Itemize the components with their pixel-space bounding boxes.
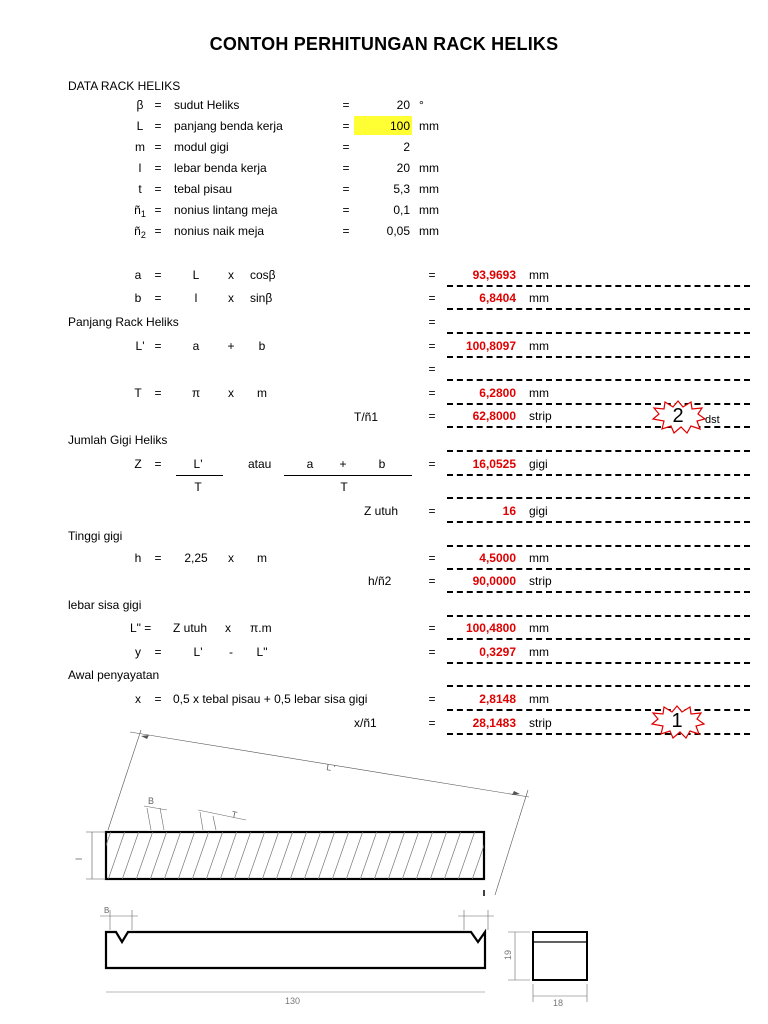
x-expression: 0,5 x tebal pisau + 0,5 lebar sisa gigi: [173, 692, 368, 706]
h-unit: mm: [529, 551, 549, 565]
y-eq: =: [154, 645, 162, 659]
dim-130: 130: [285, 996, 301, 1006]
param-unit: mm: [419, 119, 439, 133]
param-eq2: =: [342, 98, 350, 112]
a-unit: mm: [529, 268, 549, 282]
param-eq2: =: [342, 182, 350, 196]
row-divider: [447, 379, 750, 381]
lp-eq2: =: [428, 339, 436, 353]
b-eq2: =: [428, 291, 436, 305]
a-op: x: [228, 268, 234, 282]
z-eq: =: [154, 457, 162, 471]
row-divider: [447, 497, 750, 499]
z-eq2: =: [428, 457, 436, 471]
y-term2: L": [256, 645, 268, 659]
param-unit: mm: [419, 224, 439, 238]
tn1-unit: strip: [529, 409, 552, 423]
param-value: 20: [396, 161, 410, 175]
hatch-line: [80, 831, 97, 880]
lp-term2: b: [258, 339, 266, 353]
a-eq2: =: [428, 268, 436, 282]
lpp-term1: Z utuh: [173, 621, 208, 635]
a-term1: L: [192, 268, 200, 282]
param-description: tebal pisau: [174, 182, 233, 196]
param-unit: °: [419, 98, 424, 112]
row-divider: [447, 615, 750, 617]
x-value: 2,8148: [479, 692, 516, 706]
a-value: 93,9693: [472, 268, 516, 282]
hn2-eq: =: [428, 574, 436, 588]
fraction-bar: [176, 475, 223, 476]
label-b: B: [148, 796, 155, 806]
row-divider: [447, 568, 750, 570]
t-term2: m: [257, 386, 267, 400]
hn2-unit: strip: [529, 574, 552, 588]
h-value: 4,5000: [479, 551, 516, 565]
zutuh-label: Z utuh: [364, 504, 399, 518]
param-symbol: L: [136, 119, 144, 133]
label-l: l: [74, 858, 84, 860]
tn1-value: 62,8000: [472, 409, 516, 423]
z-atau: atau: [248, 457, 272, 471]
z-num-a: a: [306, 457, 314, 471]
label-front-b: B: [104, 906, 110, 915]
y-value: 0,3297: [479, 645, 516, 659]
param-symbol-base: ñ: [134, 203, 141, 217]
row-divider: [447, 591, 750, 593]
zutuh-value: 16: [502, 504, 516, 518]
marker-1-number: 1: [671, 710, 683, 732]
param-unit: mm: [419, 161, 439, 175]
data-section-heading: DATA RACK HELIKS: [68, 79, 181, 93]
rack-drawing: [0, 730, 768, 1024]
blank-eq: =: [428, 362, 436, 376]
dim-18: 18: [553, 998, 564, 1008]
tn1-label: T/ñ1: [354, 410, 379, 424]
fraction-bar: [284, 475, 412, 476]
lp-unit: mm: [529, 339, 549, 353]
h-term1: 2,25: [184, 551, 208, 565]
row-divider: [447, 450, 750, 452]
y-eq2: =: [428, 645, 436, 659]
b-lhs: b: [134, 291, 142, 305]
lpp-lhs: L" =: [130, 621, 152, 635]
y-lhs: y: [135, 645, 141, 659]
awal-heading: Awal penyayatan: [68, 668, 160, 682]
param-eq: =: [154, 98, 162, 112]
label-t: T: [230, 809, 239, 821]
row-divider: [447, 474, 750, 476]
a-term2: cosβ: [250, 268, 276, 282]
param-symbol: t: [138, 182, 142, 196]
param-value: 5,3: [393, 182, 410, 196]
h-eq2: =: [428, 551, 436, 565]
lp-value: 100,8097: [465, 339, 516, 353]
lpp-unit: mm: [529, 621, 549, 635]
panjang-heading: Panjang Rack Heliks: [68, 315, 179, 329]
param-eq2: =: [342, 119, 350, 133]
page-title: CONTOH PERHITUNGAN RACK HELIKS: [209, 34, 559, 54]
param-eq: =: [154, 182, 162, 196]
marker-2-number: 2: [672, 405, 684, 427]
b-op: x: [228, 291, 234, 305]
param-symbol: l: [138, 161, 142, 175]
lp-lhs: L': [135, 339, 145, 353]
param-eq2: =: [342, 203, 350, 217]
param-description: panjang benda kerja: [174, 119, 283, 133]
xn1-label: x/ñ1: [354, 716, 377, 730]
a-eq: =: [154, 268, 162, 282]
x-eq2: =: [428, 692, 436, 706]
panjang-eq: =: [428, 315, 436, 329]
param-eq2: =: [342, 161, 350, 175]
z-lhs: Z: [134, 457, 142, 471]
param-symbol-subscript: 1: [140, 209, 146, 219]
param-eq2: =: [342, 140, 350, 154]
lebar-heading: lebar sisa gigi: [68, 598, 142, 612]
row-divider: [447, 662, 750, 664]
param-unit: mm: [419, 182, 439, 196]
lpp-term2: π.m: [250, 621, 272, 635]
a-lhs: a: [134, 268, 142, 282]
h-lhs: h: [134, 551, 142, 565]
row-divider: [447, 521, 750, 523]
lpp-op: x: [225, 621, 231, 635]
param-description: nonius lintang meja: [174, 203, 278, 217]
tinggi-heading: Tinggi gigi: [68, 529, 123, 543]
param-value: 0,05: [386, 224, 410, 238]
param-description: lebar benda kerja: [174, 161, 267, 175]
t-eq: =: [154, 386, 162, 400]
param-unit: mm: [419, 203, 439, 217]
jumlah-heading: Jumlah Gigi Heliks: [68, 433, 168, 447]
t-eq2: =: [428, 386, 436, 400]
z-num-b: b: [378, 457, 386, 471]
row-divider: [447, 332, 750, 334]
xn1-unit: strip: [529, 716, 552, 730]
param-eq2: =: [342, 224, 350, 238]
h-term2: m: [257, 551, 267, 565]
zutuh-eq: =: [428, 504, 436, 518]
hatch-line: [486, 831, 503, 880]
param-description: modul gigi: [174, 140, 229, 154]
z-den1: T: [194, 480, 202, 494]
lp-op: +: [227, 339, 235, 353]
x-unit: mm: [529, 692, 549, 706]
param-value: 20: [396, 98, 410, 112]
hn2-value: 90,0000: [472, 574, 516, 588]
param-eq: =: [154, 119, 162, 133]
z-den2: T: [340, 480, 348, 494]
b-unit: mm: [529, 291, 549, 305]
xn1-eq: =: [428, 716, 436, 730]
z-num1: L': [193, 457, 203, 471]
b-term1: l: [194, 291, 198, 305]
row-divider: [447, 285, 750, 287]
param-symbol: β: [136, 98, 144, 112]
b-term2: sinβ: [250, 291, 273, 305]
t-op: x: [228, 386, 234, 400]
row-divider: [447, 356, 750, 358]
b-eq: =: [154, 291, 162, 305]
label-l-prime: L ': [325, 762, 337, 774]
param-description: nonius naik meja: [174, 224, 265, 238]
t-term1: π: [191, 386, 201, 400]
param-eq: =: [154, 224, 162, 238]
h-op: x: [228, 551, 234, 565]
tn1-eq: =: [428, 409, 436, 423]
param-value: 2: [403, 140, 410, 154]
y-term1: L': [193, 645, 203, 659]
z-unit: gigi: [529, 457, 548, 471]
x-eq: =: [154, 692, 162, 706]
y-op: -: [229, 645, 233, 659]
hn2-label: h/ñ2: [368, 574, 392, 588]
param-value: 0,1: [393, 203, 410, 217]
xn1-value: 28,1483: [472, 716, 516, 730]
t-unit: mm: [529, 386, 549, 400]
param-eq: =: [154, 161, 162, 175]
row-divider: [447, 638, 750, 640]
row-divider: [447, 685, 750, 687]
z-value: 16,0525: [472, 457, 516, 471]
y-unit: mm: [529, 645, 549, 659]
lpp-eq2: =: [428, 621, 436, 635]
param-eq: =: [154, 140, 162, 154]
param-symbol-base: ñ: [134, 224, 141, 238]
lp-eq: =: [154, 339, 162, 353]
param-symbol-subscript: 2: [140, 230, 146, 240]
row-divider: [447, 308, 750, 310]
lpp-value: 100,4800: [465, 621, 516, 635]
param-value: 100: [389, 119, 410, 133]
row-divider: [447, 545, 750, 547]
lp-term1: a: [192, 339, 200, 353]
t-lhs: T: [134, 386, 142, 400]
b-value: 6,8404: [479, 291, 516, 305]
param-description: sudut Heliks: [174, 98, 240, 112]
param-symbol: m: [135, 140, 145, 154]
t-value: 6,2800: [479, 386, 516, 400]
hatch-line: [500, 831, 517, 880]
marker-2-text: dst: [705, 414, 720, 426]
param-eq: =: [154, 203, 162, 217]
hatch-line: [514, 831, 531, 880]
x-lhs: x: [135, 692, 141, 706]
h-eq: =: [154, 551, 162, 565]
zutuh-unit: gigi: [529, 504, 548, 518]
z-num-op: +: [339, 457, 347, 471]
dim-19: 19: [503, 949, 513, 960]
